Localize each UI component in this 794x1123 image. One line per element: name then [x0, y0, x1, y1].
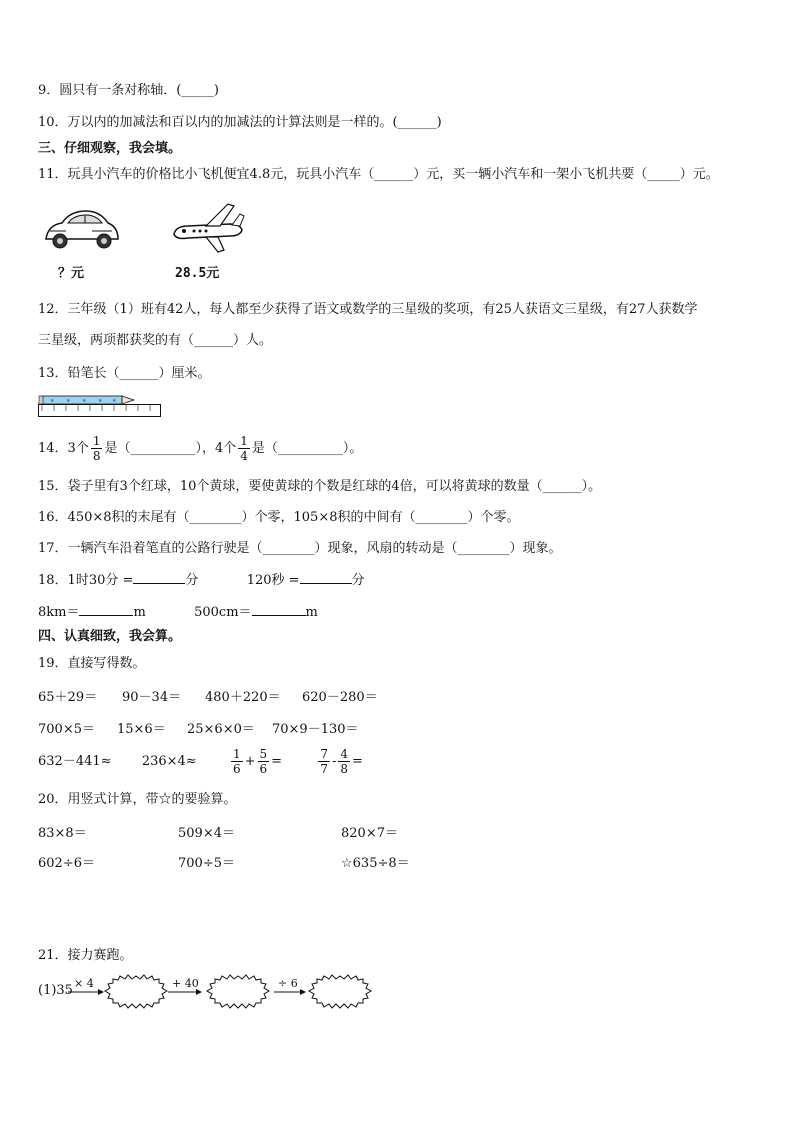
fraction-4-8: $\frac{4}{8}$: [340, 747, 349, 776]
plane-price-label: 28.5元: [175, 266, 220, 281]
q14-part-c: 是（__________）。: [251, 441, 363, 456]
question-10: 10．万以内的加减法和百以内的加减法的计算法则是一样的。(______): [38, 115, 442, 130]
question-11: 11．玩具小汽车的价格比小飞机便宜4.8元，玩具小汽车（______）元，买一辆小汽车和一架小飞机共要（_____）元。: [38, 167, 719, 182]
answer-blank[interactable]: [79, 603, 133, 616]
question-15: 15．袋子里有3个红球，10个黄球，要使黄球的个数是红球的4倍，可以将黄球的数量（______）。: [38, 479, 602, 494]
question-12-line2: 三星级，两项都获奖的有（______）人。: [38, 333, 273, 348]
q14-part-b: 是（__________），4个: [104, 441, 237, 456]
q19-item: 632－441≈: [38, 754, 112, 769]
q19-item: 90－34＝: [122, 690, 182, 705]
svg-text:★: ★: [82, 398, 87, 404]
question-18-row2: 8km＝ m 500cm＝ m: [38, 605, 318, 620]
q19-item: 65＋29＝: [38, 690, 98, 705]
question-16: 16．450×8积的末尾有（________）个零，105×8积的中间有（________）个零。: [38, 510, 520, 525]
fraction-one-eighth: $\frac{1}{8}$: [92, 434, 101, 463]
q20-item: 700÷5＝: [178, 856, 235, 871]
answer-bubble[interactable]: [309, 975, 371, 1008]
q20-item: 83×8＝: [38, 826, 87, 841]
answer-blank[interactable]: [133, 571, 185, 584]
section-3-heading: 三、仔细观察，我会填。: [38, 141, 182, 156]
relay-diagram: [68, 970, 380, 1014]
question-9: 9．圆只有一条对称轴．(_____): [38, 83, 219, 98]
q19-item: 620－280＝: [302, 690, 378, 705]
car-price-label: ？元: [58, 266, 85, 281]
question-12-line1: 12．三年级（1）班有42人，每人都至少获得了语文或数学的三星级的奖项，有25人获语文三星级，有27人获数学: [38, 302, 698, 317]
question-21: 21．接力赛跑。: [38, 948, 133, 963]
question-18-row1: 18．1时30分 = 分 120秒 = 分: [38, 573, 365, 588]
q19-row3: 632－441≈ 236×4≈ $\frac{1}{6}$ + $\frac{5}{6}$ = $\frac{7}{7}$ - $\frac{4}{8}$ =: [38, 747, 363, 776]
relay-op-add: + 40: [172, 977, 199, 990]
relay-start-value: (1)35: [38, 983, 73, 998]
svg-text:★: ★: [98, 398, 103, 404]
relay-op-multiply: × 4: [74, 977, 94, 990]
q19-item: 70×9－130＝: [272, 722, 359, 737]
ruler-with-pencil: [38, 394, 162, 418]
q19-item: 700×5＝: [38, 722, 95, 737]
q20-item: 509×4＝: [178, 826, 235, 841]
svg-text:★: ★: [112, 398, 117, 404]
q20-item: ☆635÷8＝: [341, 856, 410, 871]
fraction-5-6: $\frac{5}{6}$: [259, 747, 268, 776]
fraction-one-quarter: $\frac{1}{4}$: [240, 434, 248, 463]
q19-item: 480＋220＝: [205, 690, 281, 705]
question-17: 17．一辆汽车沿着笔直的公路行驶是（________）现象，风扇的转动是（________）现象。: [38, 541, 562, 556]
svg-text:★: ★: [50, 398, 55, 404]
fraction-1-6: $\frac{1}{6}$: [232, 747, 241, 776]
toy-car-image: [42, 205, 122, 255]
fraction-7-7: $\frac{7}{7}$: [320, 747, 328, 776]
answer-blank[interactable]: [252, 603, 306, 616]
q14-part-a: 14．3个: [38, 441, 89, 456]
question-13: 13．铅笔长（______）厘米。: [38, 366, 211, 381]
question-20: 20．用竖式计算，带☆的要验算。: [38, 792, 237, 807]
answer-blank[interactable]: [300, 571, 352, 584]
q19-item: 236×4≈: [141, 754, 197, 769]
question-19: 19．直接写得数。: [38, 656, 146, 671]
q20-item: 820×7＝: [341, 826, 398, 841]
q19-item: 15×6＝: [117, 722, 166, 737]
question-14: [38, 434, 362, 464]
toy-plane-image: [170, 200, 246, 258]
svg-text:★: ★: [66, 398, 71, 404]
answer-bubble[interactable]: [207, 975, 269, 1008]
q19-item: 25×6×0＝: [187, 722, 255, 737]
answer-bubble[interactable]: [105, 975, 167, 1008]
section-4-heading: 四、认真细致，我会算。: [38, 629, 182, 644]
q20-item: 602÷6＝: [38, 856, 95, 871]
relay-op-divide: ÷ 6: [278, 977, 298, 990]
